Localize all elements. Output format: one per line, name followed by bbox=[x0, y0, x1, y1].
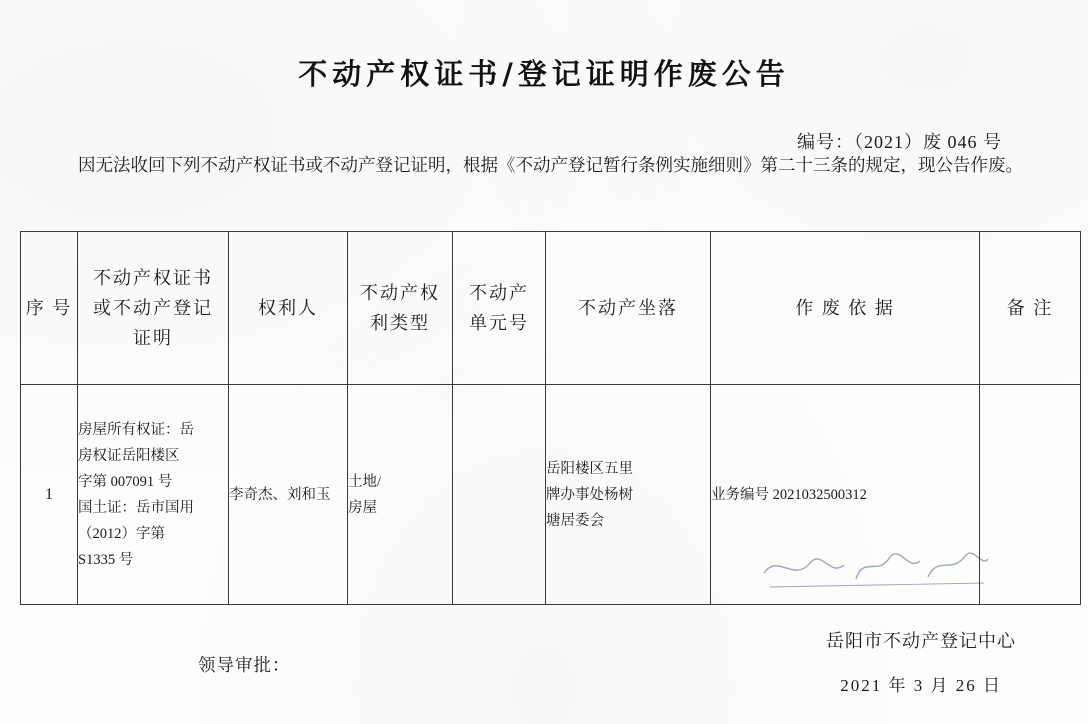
intro-text-line2: 现公告作废。 bbox=[918, 155, 1023, 175]
column-header-index-line-1: 序 号 bbox=[25, 298, 73, 318]
column-header-owner-line-1: 权利人 bbox=[258, 298, 318, 318]
cell-index: 1 bbox=[21, 385, 78, 605]
column-header-unit-no-line-2: 单元号 bbox=[469, 313, 529, 333]
intro-paragraph bbox=[30, 150, 1052, 180]
table-header-row bbox=[21, 232, 1081, 385]
location-line-1: 岳阳楼区五里 bbox=[546, 460, 633, 477]
column-header-certificate bbox=[78, 232, 229, 385]
page-title: 不动产权证书/登记证明作废公告 bbox=[298, 57, 790, 91]
table-header bbox=[21, 232, 1081, 385]
table-body bbox=[21, 385, 1081, 605]
certificate-line-1: 房屋所有权证：岳 bbox=[78, 421, 194, 438]
column-header-owner bbox=[229, 232, 348, 385]
column-header-location-line-1: 不动产坐落 bbox=[578, 298, 678, 318]
cell-certificate bbox=[78, 385, 229, 605]
column-header-unit-no-line-1: 不动产 bbox=[469, 283, 529, 303]
column-header-note-line-1: 备 注 bbox=[1006, 298, 1054, 318]
location-line-3: 塘居委会 bbox=[546, 512, 604, 529]
column-header-certificate-line-1: 不动产权证书 bbox=[93, 268, 213, 288]
table-row bbox=[21, 385, 1081, 605]
cell-unit-no bbox=[453, 385, 546, 605]
issuer-name: 岳阳市不动产登记中心 bbox=[826, 631, 1016, 651]
void-notice-table bbox=[20, 231, 1081, 605]
scan-artifact bbox=[18, 90, 40, 117]
column-header-right-type-line-2: 利类型 bbox=[370, 313, 430, 333]
document-number-label: 编号： bbox=[797, 132, 854, 152]
column-header-index bbox=[21, 232, 78, 385]
cell-owner: 李奇杰、刘和玉 bbox=[229, 385, 348, 605]
certificate-line-4: 国土证：岳市国用 bbox=[78, 499, 194, 516]
certificate-line-5: （2012）字第 bbox=[78, 525, 165, 542]
column-header-location bbox=[546, 232, 711, 385]
certificate-lines bbox=[78, 417, 228, 573]
cell-basis: 业务编号 2021032500312 bbox=[711, 385, 980, 605]
column-header-right-type bbox=[348, 232, 453, 385]
right-type-line-1: 土地/ bbox=[348, 473, 382, 490]
certificate-line-2: 房权证岳阳楼区 bbox=[78, 447, 180, 464]
column-header-basis-line-1: 作 废 依 据 bbox=[795, 298, 895, 318]
approval-label: 领导审批： bbox=[198, 655, 291, 675]
column-header-right-type-line-1: 不动产权 bbox=[360, 283, 440, 303]
cell-location bbox=[546, 385, 711, 605]
column-header-unit-no bbox=[453, 232, 546, 385]
column-header-certificate-line-3: 证明 bbox=[133, 328, 173, 348]
sign-date: 2021 年 3 月 26 日 bbox=[840, 676, 1002, 695]
cell-note bbox=[980, 385, 1081, 605]
column-header-certificate-line-2: 或不动产登记 bbox=[93, 298, 213, 318]
intro-text-line1: 因无法收回下列不动产权证书或不动产登记证明，根据《不动产登记暂行条例实施细则》第二十三条的规定， bbox=[78, 155, 918, 175]
column-header-basis bbox=[711, 232, 980, 385]
certificate-line-6: S1335 号 bbox=[78, 551, 134, 568]
document-number-value: （2021）废 046 号 bbox=[854, 132, 1002, 152]
location-line-2: 牌办事处杨树 bbox=[546, 486, 633, 503]
certificate-line-3: 字第 007091 号 bbox=[78, 473, 173, 490]
right-type-line-2: 房屋 bbox=[348, 499, 377, 516]
column-header-note bbox=[980, 232, 1081, 385]
cell-right-type bbox=[348, 385, 453, 605]
